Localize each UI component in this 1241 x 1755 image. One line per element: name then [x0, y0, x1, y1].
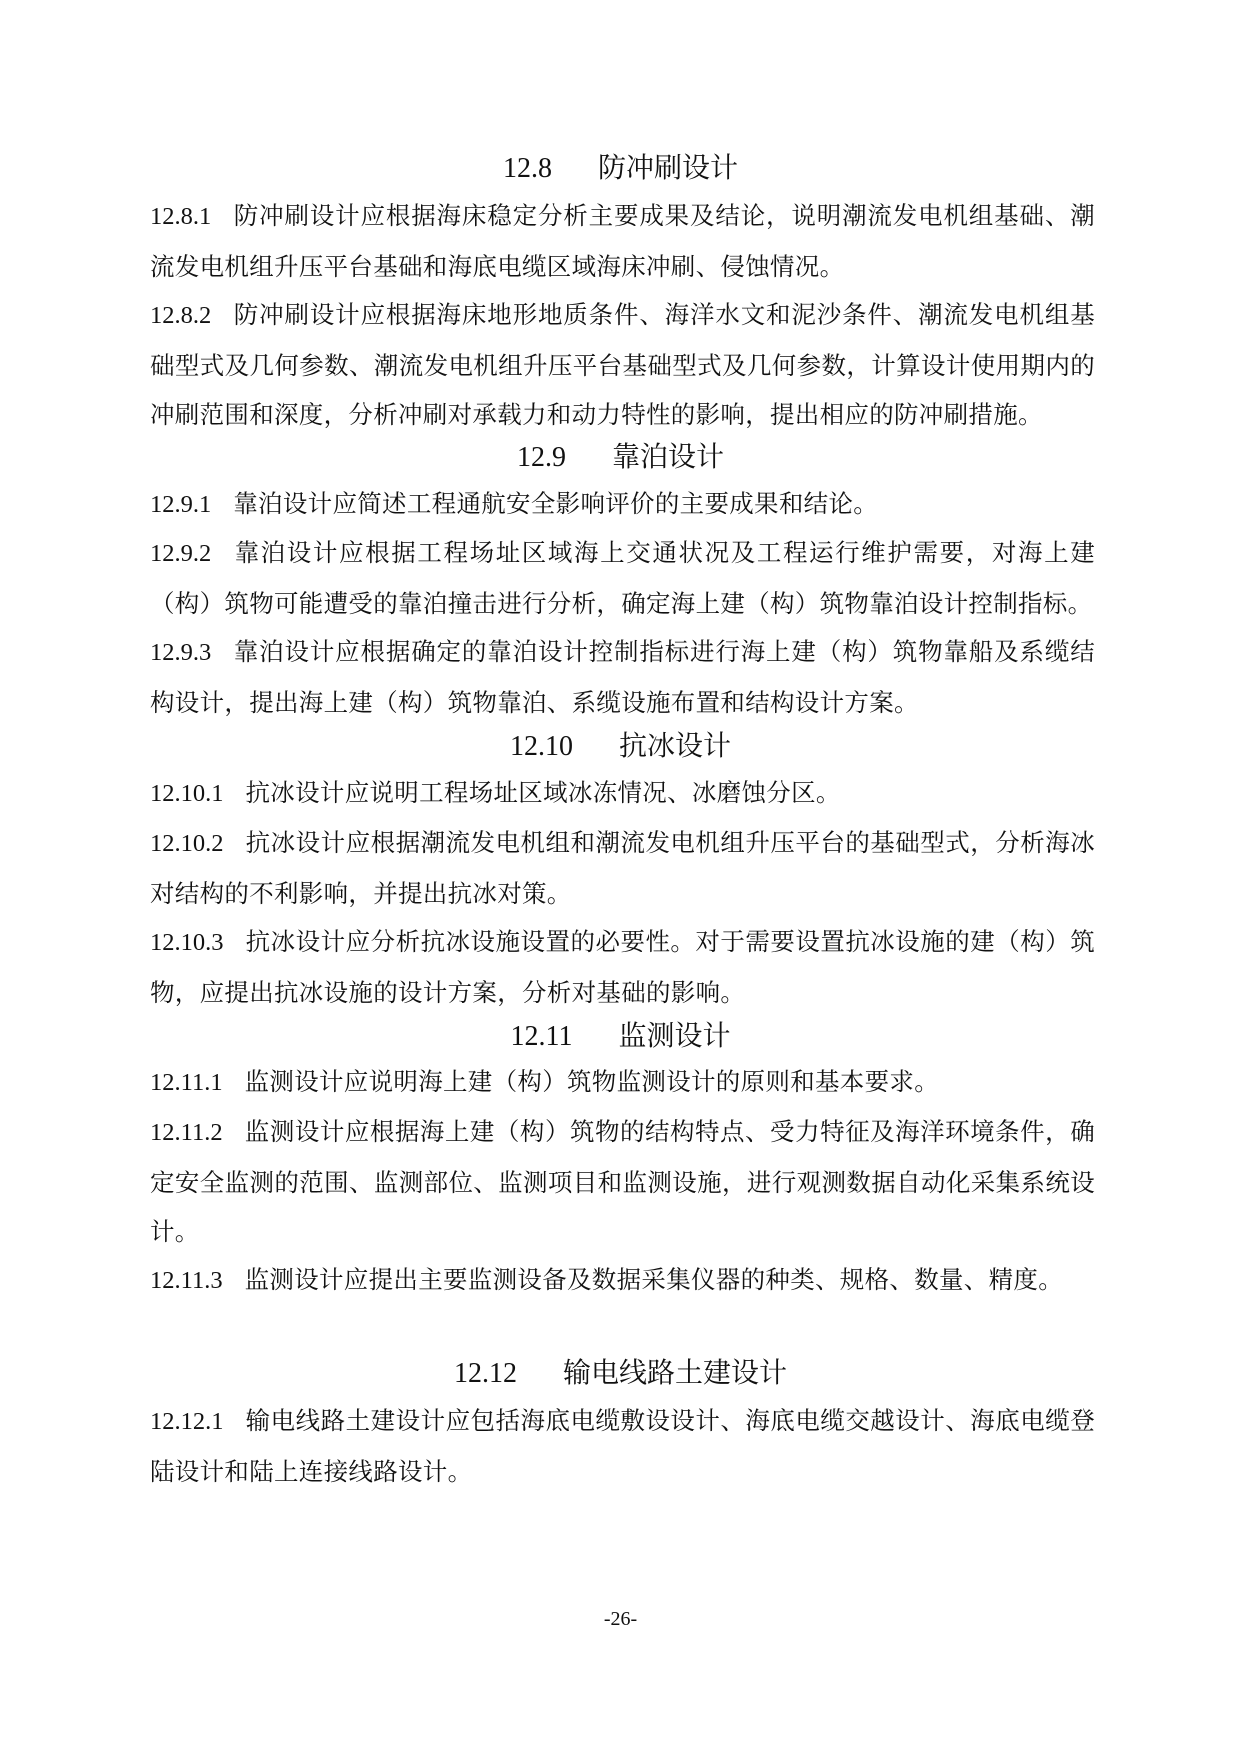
clause-number: 12.8.2	[150, 302, 212, 329]
clause-12-10-2	[150, 818, 1095, 918]
section-number: 12.12	[453, 1358, 517, 1389]
clause-text: 防冲刷设计应根据海床地形地质条件、海洋水文和泥沙条件、潮流发电机组基础型式及几何参数、潮流发电机组升压平台基础型式及几何参数，计算设计使用期内的冲刷范围和深度，分析冲刷对承载力和动力特性的影响，提出相应的防冲刷措施。	[150, 300, 1095, 429]
clause-number: 12.10.3	[150, 929, 224, 956]
section-number: 12.11	[510, 1021, 573, 1052]
section-heading-12-12	[150, 1353, 1091, 1394]
clause-number: 12.8.1	[150, 203, 212, 230]
clause-text: 监测设计应提出主要监测设备及数据采集仪器的种类、规格、数量、精度。	[244, 1265, 1063, 1294]
clause-number: 12.9.1	[150, 491, 212, 518]
clause-text: 防冲刷设计应根据海床稳定分析主要成果及结论，说明潮流发电机组基础、潮流发电机组升压平台基础和海底电缆区域海床冲刷、侵蚀情况。	[150, 201, 1095, 281]
clause-text: 抗冰设计应分析抗冰设施设置的必要性。对于需要设置抗冰设施的建（构）筑物，应提出抗冰设施的设计方案，分析对基础的影响。	[150, 927, 1095, 1007]
clause-number: 12.11.2	[150, 1119, 223, 1146]
page-number: -26-	[603, 1608, 638, 1630]
clause-12-8-1	[150, 191, 1095, 291]
clause-text: 监测设计应说明海上建（构）筑物监测设计的原则和基本要求。	[244, 1067, 939, 1096]
section-title: 监测设计	[618, 1019, 731, 1052]
clause-text: 输电线路土建设计应包括海底电缆敷设设计、海底电缆交越设计、海底电缆登陆设计和陆上连接线路设计。	[150, 1406, 1095, 1486]
section-heading-12-10	[150, 726, 1091, 767]
clause-text: 抗冰设计应根据潮流发电机组和潮流发电机组升压平台的基础型式，分析海冰对结构的不利影响，并提出抗冰对策。	[150, 828, 1095, 908]
clause-text: 抗冰设计应说明工程场址区域冰冻情况、冰磨蚀分区。	[245, 778, 841, 807]
section-heading-12-9	[150, 437, 1091, 478]
clause-12-11-3	[150, 1255, 1095, 1306]
clause-number: 12.10.1	[150, 780, 224, 807]
clause-12-12-1	[150, 1396, 1095, 1496]
clause-number: 12.9.2	[150, 540, 212, 567]
section-title: 防冲刷设计	[597, 151, 738, 184]
clause-12-9-2	[150, 528, 1095, 628]
clause-12-10-1	[150, 768, 1095, 819]
clause-12-8-2	[150, 290, 1095, 440]
section-number: 12.8	[502, 153, 552, 184]
section-title: 抗冰设计	[618, 729, 731, 762]
section-title: 靠泊设计	[611, 440, 724, 473]
clause-12-9-1	[150, 479, 1095, 530]
clause-number: 12.9.3	[150, 639, 212, 666]
clause-text: 监测设计应根据海上建（构）筑物的结构特点、受力特征及海洋环境条件，确定安全监测的范围、监测部位、监测项目和监测设施，进行观测数据自动化采集系统设计。	[150, 1117, 1095, 1246]
section-heading-12-11	[150, 1016, 1091, 1057]
section-title: 输电线路土建设计	[562, 1356, 787, 1389]
section-number: 12.10	[509, 731, 573, 762]
clause-text: 靠泊设计应简述工程通航安全影响评价的主要成果和结论。	[233, 489, 879, 518]
section-heading-12-8	[150, 148, 1091, 189]
clause-number: 12.10.2	[150, 830, 224, 857]
clause-12-11-1	[150, 1057, 1095, 1108]
clause-number: 12.12.1	[150, 1408, 224, 1435]
clause-12-10-3	[150, 917, 1095, 1017]
clause-text: 靠泊设计应根据确定的靠泊设计控制指标进行海上建（构）筑物靠船及系缆结构设计，提出海上建（构）筑物靠泊、系缆设施布置和结构设计方案。	[150, 637, 1095, 717]
clause-text: 靠泊设计应根据工程场址区域海上交通状况及工程运行维护需要，对海上建（构）筑物可能遭受的靠泊撞击进行分析，确定海上建（构）筑物靠泊设计控制指标。	[150, 538, 1095, 618]
clause-number: 12.11.3	[150, 1267, 223, 1294]
section-number: 12.9	[516, 442, 566, 473]
clause-12-9-3	[150, 627, 1095, 727]
clause-number: 12.11.1	[150, 1069, 223, 1096]
clause-12-11-2	[150, 1107, 1095, 1257]
